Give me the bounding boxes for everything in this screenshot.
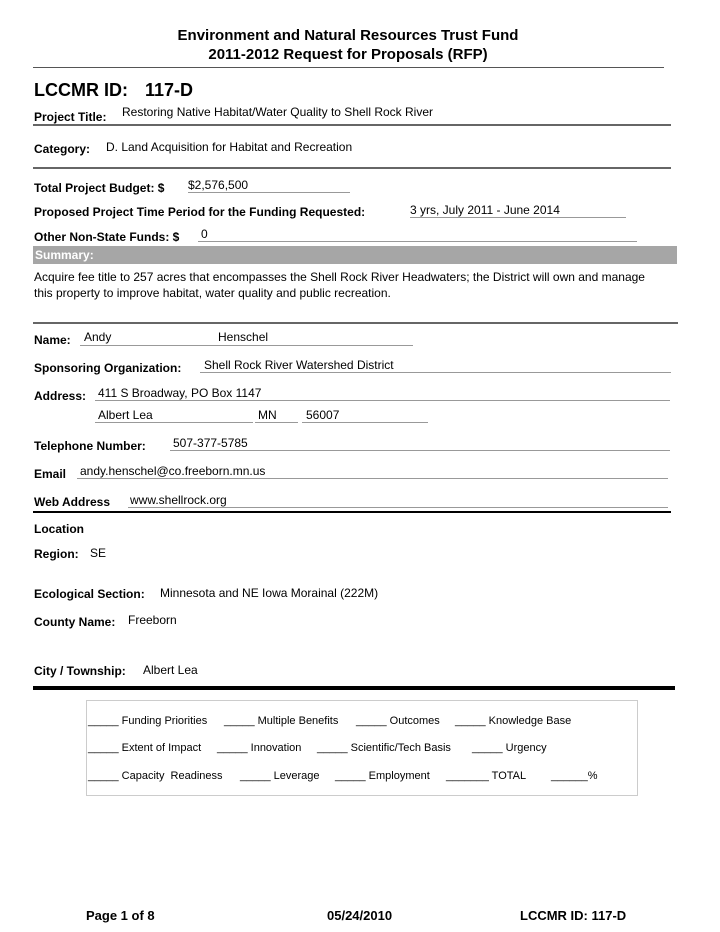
region-label: Region:: [34, 547, 79, 561]
email-value: andy.henschel@co.freeborn.mn.us: [77, 464, 668, 479]
city-value: Albert Lea: [95, 408, 253, 423]
name-label: Name:: [34, 333, 71, 347]
county-value: Freeborn: [128, 613, 177, 627]
header-title: Environment and Natural Resources Trust Fund: [177, 27, 519, 44]
eval-extent-of-impact: _____ Extent of Impact: [88, 742, 202, 754]
region-value: SE: [90, 546, 107, 560]
eval-total: _______ TOTAL: [446, 770, 527, 782]
footer-date: 05/24/2010: [327, 908, 393, 923]
county-label: County Name:: [34, 615, 116, 629]
first-name-value: Andy: [84, 330, 112, 344]
header-subtitle: 2011-2012 Request for Proposals (RFP): [208, 46, 488, 63]
eval-outcomes: _____ Outcomes: [356, 715, 440, 727]
org-value: Shell Rock River Watershed District: [200, 358, 671, 373]
footer-lccmr-id: LCCMR ID: 117-D: [520, 908, 627, 923]
web-value: www.shellrock.org: [128, 493, 668, 508]
eval-funding-priorities: _____ Funding Priorities: [88, 715, 208, 727]
eval-leverage: _____ Leverage: [240, 770, 320, 782]
eval-percent: ______%: [551, 770, 598, 782]
ecological-section-label: Ecological Section:: [34, 587, 145, 601]
city-township-value: Albert Lea: [143, 663, 198, 677]
street-value: 411 S Broadway, PO Box 1147: [95, 386, 670, 401]
budget-label: Total Project Budget: $: [34, 181, 165, 195]
summary-text: Acquire fee title to 257 acres that encompasses the Shell Rock River Headwaters; the District will own and manage this property to improve habitat, water quality and public recreation.: [34, 270, 645, 300]
address-label: Address:: [34, 389, 87, 403]
divider: [33, 686, 675, 690]
eval-scientific-tech-basis: _____ Scientific/Tech Basis: [317, 742, 451, 754]
divider: [33, 124, 671, 126]
non-state-funds-value: 0: [198, 227, 637, 242]
project-title-value: Restoring Native Habitat/Water Quality to Shell Rock River: [122, 105, 434, 119]
org-label: Sponsoring Organization:: [34, 361, 182, 375]
eval-employment: _____ Employment: [335, 770, 430, 782]
ecological-section-value: Minnesota and NE Iowa Morainal (222M): [160, 586, 379, 600]
divider: [33, 511, 671, 513]
eval-capacity-readiness: _____ Capacity Readiness: [88, 770, 223, 782]
eval-multiple-benefits: _____ Multiple Benefits: [224, 715, 339, 727]
web-label: Web Address: [34, 495, 111, 509]
lccmr-id-label: LCCMR ID:: [34, 80, 128, 100]
eval-urgency: _____ Urgency: [472, 742, 547, 754]
state-value: MN: [255, 408, 298, 423]
divider: [33, 322, 678, 324]
budget-value: $2,576,500: [188, 178, 350, 193]
time-period-value: 3 yrs, July 2011 - June 2014: [410, 203, 626, 218]
header-divider: [33, 67, 664, 68]
location-heading: Location: [34, 522, 84, 536]
city-township-label: City / Township:: [34, 664, 126, 678]
lccmr-id-value: 117-D: [145, 80, 194, 100]
last-name-value: Henschel: [218, 330, 269, 344]
summary-header: Summary:: [33, 246, 677, 264]
footer-page-number: Page 1 of 8: [86, 908, 155, 923]
phone-label: Telephone Number:: [34, 439, 146, 453]
eval-knowledge-base: _____ Knowledge Base: [455, 715, 572, 727]
time-period-label: Proposed Project Time Period for the Funding Requested:: [34, 205, 366, 219]
phone-value: 507-377-5785: [170, 436, 670, 451]
non-state-funds-label: Other Non-State Funds: $: [34, 230, 180, 244]
category-label: Category:: [34, 142, 91, 156]
divider: [33, 167, 671, 169]
category-value: D. Land Acquisition for Habitat and Recreation: [106, 140, 353, 154]
project-title-label: Project Title:: [34, 110, 107, 124]
eval-innovation: _____ Innovation: [217, 742, 302, 754]
email-label: Email: [34, 467, 67, 481]
zip-value: 56007: [302, 408, 428, 423]
